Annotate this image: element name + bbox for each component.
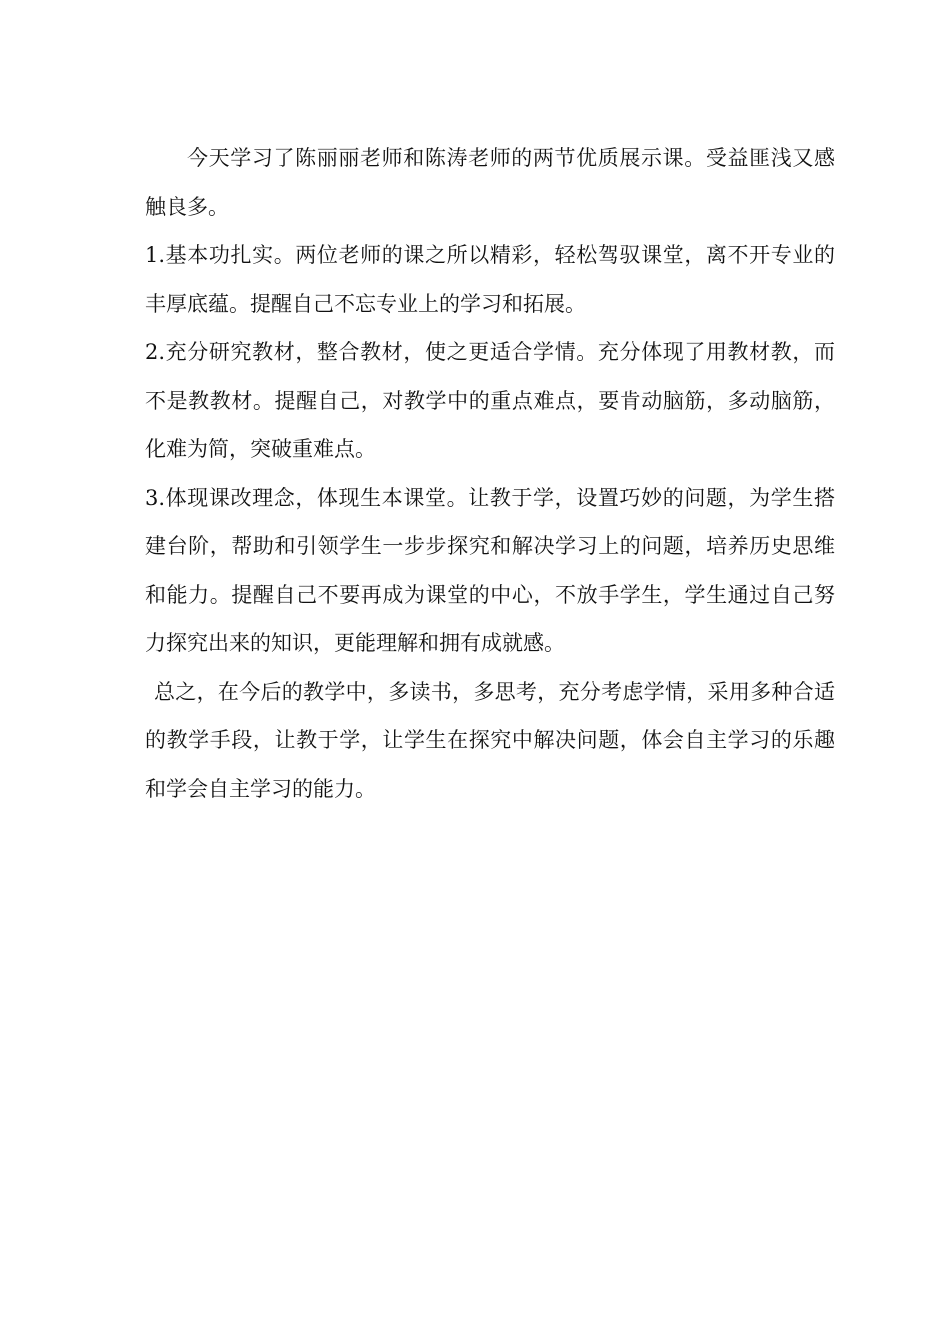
point-1-paragraph: 1.基本功扎实。两位老师的课之所以精彩，轻松驾驭课堂，离不开专业的丰厚底蕴。提醒自己不忘专业上的学习和拓展。 [145, 243, 835, 316]
document-body [145, 134, 835, 813]
point-3-paragraph: 3.体现课改理念，体现生本课堂。让教于学，设置巧妙的问题，为学生搭建台阶，帮助和引领学生一步步探究和解决学习上的问题，培养历史思维和能力。提醒自己不要再成为课堂的中心，不放手学生，学生通过自己努力探究出来的知识，更能理解和拥有成就感。 [145, 485, 835, 655]
summary-paragraph: 总之，在今后的教学中，多读书，多思考，充分考虑学情，采用多种合适的教学手段，让教于学，让学生在探究中解决问题，体会自主学习的乐趣和学会自主学习的能力。 [145, 679, 835, 801]
point-2-paragraph: 2.充分研究教材，整合教材，使之更适合学情。充分体现了用教材教，而不是教教材。提醒自己，对教学中的重点难点，要肯动脑筋，多动脑筋，化难为简，突破重难点。 [145, 340, 835, 461]
intro-paragraph: 今天学习了陈丽丽老师和陈涛老师的两节优质展示课。受益匪浅又感触良多。 [145, 146, 835, 219]
